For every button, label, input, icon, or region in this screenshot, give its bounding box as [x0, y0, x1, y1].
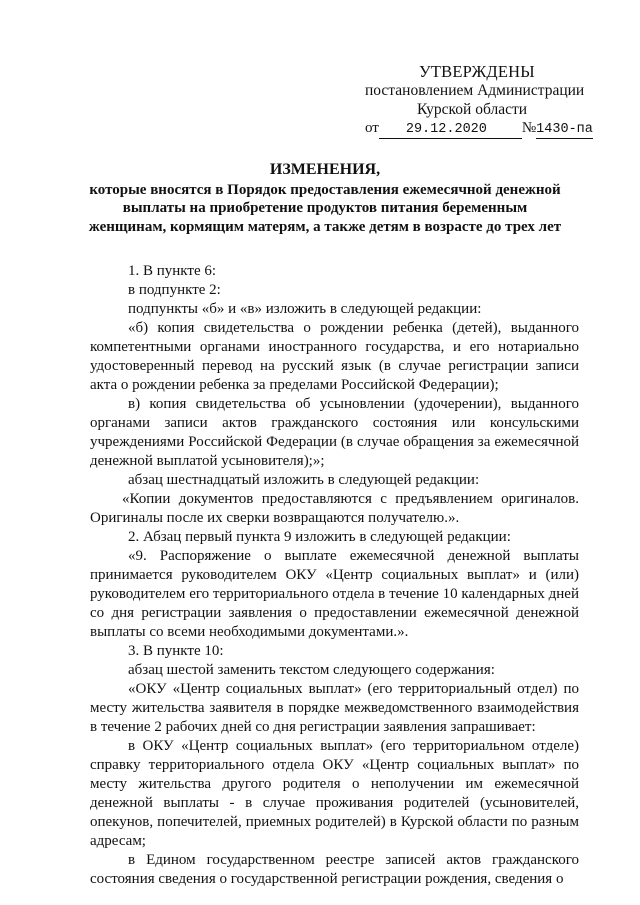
paragraph: в ОКУ «Центр социальных выплат» (его территориальном отделе) справку территориального отдела ОКУ «Центр социальных выплат» по месту жительства другого родителя о неполучении им ежемесячной денежной выплаты - в случае проживания родителей (усыновителей, опекунов, попечителей, приемных родителей) в Курской области по разным адресам; [90, 738, 579, 849]
paragraph: абзац шестой заменить текстом следующего содержания: [128, 662, 495, 678]
approval-authority: постановлением Администрации [365, 82, 585, 99]
document-body [90, 262, 579, 889]
title-main: ИЗМЕНЕНИЯ, [269, 161, 381, 178]
paragraph: 1. В пункте 6: [128, 263, 217, 279]
title-line: которые вносятся в Порядок предоставления ежемесячной денежной [89, 181, 561, 198]
paragraph: в) копия свидетельства об усыновлении (удочерении), выданного органами записи актов гражданского состояния или консульскими учреждениями Российской Федерации (в случае обращения за ежемесячной денежной выплатой усыновителя);»; [90, 396, 579, 469]
paragraph: подпункты «б» и «в» изложить в следующей редакции: [128, 301, 482, 317]
paragraph: в Едином государственном реестре записей актов гражданского состояния сведения о государственной регистрации рождения, сведения о [90, 852, 579, 887]
approval-region: Курской области [417, 101, 528, 118]
paragraph: 2. Абзац первый пункта 9 изложить в следующей редакции: [128, 529, 511, 545]
number-prefix: № [521, 120, 537, 136]
paragraph: «Копии документов предоставляются с предъявлением оригиналов. Оригиналы после их сверки возвращаются получателю.». [90, 491, 579, 526]
paragraph: «ОКУ «Центр социальных выплат» (его территориальный отдел) по месту жительства заявителя в порядке межведомственного взаимодействия в течение 2 рабочих дней со дня регистрации заявления запрашивает: [90, 681, 579, 735]
paragraph: «9. Распоряжение о выплате ежемесячной денежной выплаты принимается руководителем ОКУ «Центр социальных выплат» и (или) руководителем его территориального отдела в течение 10 календарных дней со дня регистрации заявления о предоставлении ежемесячной денежной выплаты со всеми необходимыми документами.». [90, 548, 579, 640]
approval-date: 29.12.2020 [379, 122, 522, 139]
paragraph: в подпункте 2: [128, 282, 221, 298]
title-line: женщинам, кормящим матерям, а также детям в возрасте до трех лет [88, 218, 562, 235]
approval-heading: УТВЕРЖДЕНЫ [419, 62, 535, 81]
date-prefix: от [365, 120, 379, 136]
approval-number: 1430-па [536, 122, 593, 137]
paragraph: «б) копия свидетельства о рождении ребенка (детей), выданного компетентными органами иностранного государства, и его нотариально удостоверенный перевод на русский язык (в случае регистрации записи акта о рождении ребенка за пределами Российской Федерации); [90, 320, 579, 393]
approval-date-number [365, 119, 593, 139]
title-line: выплаты на приобретение продуктов питания беременным [122, 200, 528, 216]
paragraph: 3. В пункте 10: [128, 643, 224, 659]
paragraph: абзац шестнадцатый изложить в следующей редакции: [128, 472, 480, 488]
document-title [70, 161, 580, 236]
